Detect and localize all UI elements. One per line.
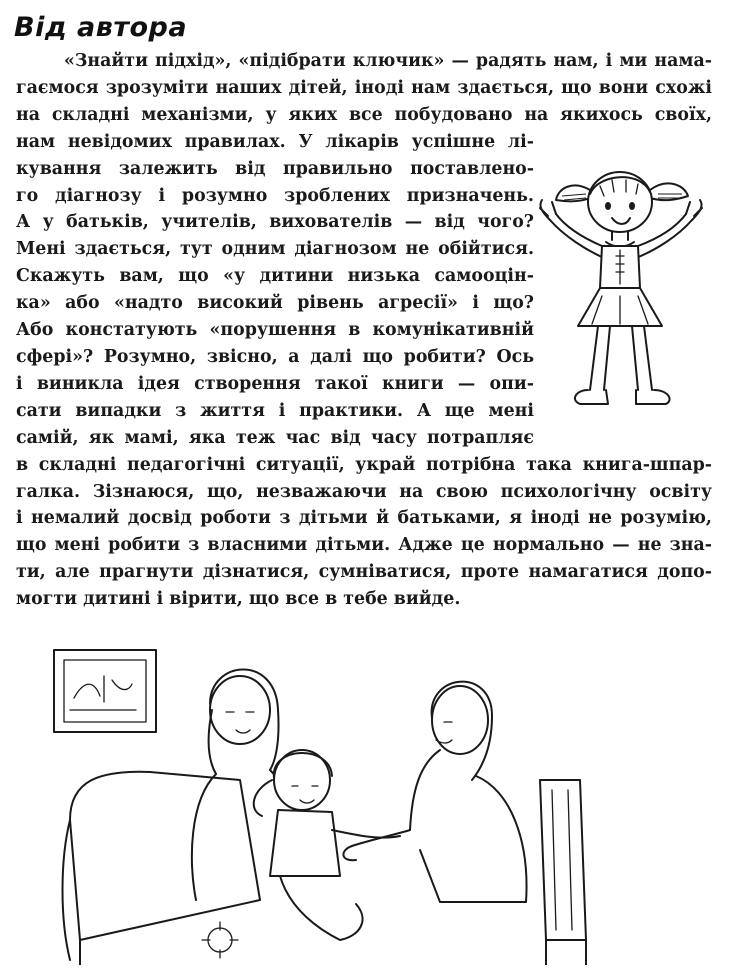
consultation-illustration xyxy=(40,640,700,965)
text-line: що мені робити з власними дітьми. Адже це нормально — не зна- xyxy=(16,535,712,556)
text-line: і виникла ідея створення такої книги — опи- xyxy=(16,373,534,394)
text-line: сати випадки з життя і практики. А ще мені xyxy=(16,400,534,421)
text-line: галка. Зізнаюся, що, незважаючи на свою психологічну освіту xyxy=(16,481,712,502)
text-line: А у батьків, учителів, вихователів — від чого? xyxy=(16,212,534,233)
text-line: кування залежить від правильно поставлено- xyxy=(16,158,534,179)
wall-picture xyxy=(54,650,156,732)
text-line: могти дитині і вірити, що все в тебе вийде. xyxy=(16,589,461,610)
text-line: на складні механізми, у яких все побудовано на якихось своїх, xyxy=(16,104,712,125)
text-line: нам невідомих правилах. У лікарів успішне лі- xyxy=(16,131,534,152)
text-line: «Знайти підхід», «підібрати ключик» — радять нам, і ми нама- xyxy=(64,51,712,71)
text-line: самій, як мамі, яка теж час від часу потрапляє xyxy=(16,427,534,448)
text-line: в складні педагогічні ситуації, украй потрібна така книга-шпар- xyxy=(16,454,712,475)
text-line: ти, але прагнути дізнатися, сумніватися, проте намагатися допо- xyxy=(16,562,712,583)
page-heading: Від автора xyxy=(14,12,188,43)
text-line: сфері»? Розумно, звісно, а далі що робити? Ось xyxy=(16,346,534,367)
text-line: Або констатують «порушення в комунікативній xyxy=(16,320,534,341)
text-line: го діагнозу і розумно зроблених призначень. xyxy=(16,185,534,206)
text-line: гаємося зрозуміти наших дітей, іноді нам здається, що вони схожі xyxy=(16,77,712,98)
girl-illustration xyxy=(528,150,718,425)
text-line: ка» або «надто високий рівень агресії» і що? xyxy=(16,293,534,314)
text-line: Мені здається, тут одним діагнозом не обійтися. xyxy=(16,239,534,260)
text-line: Скажуть вам, що «у дитини низька самооцін- xyxy=(16,266,534,287)
text-line: і немалий досвід роботи з дітьми й батьками, я іноді не розумію, xyxy=(16,508,712,529)
